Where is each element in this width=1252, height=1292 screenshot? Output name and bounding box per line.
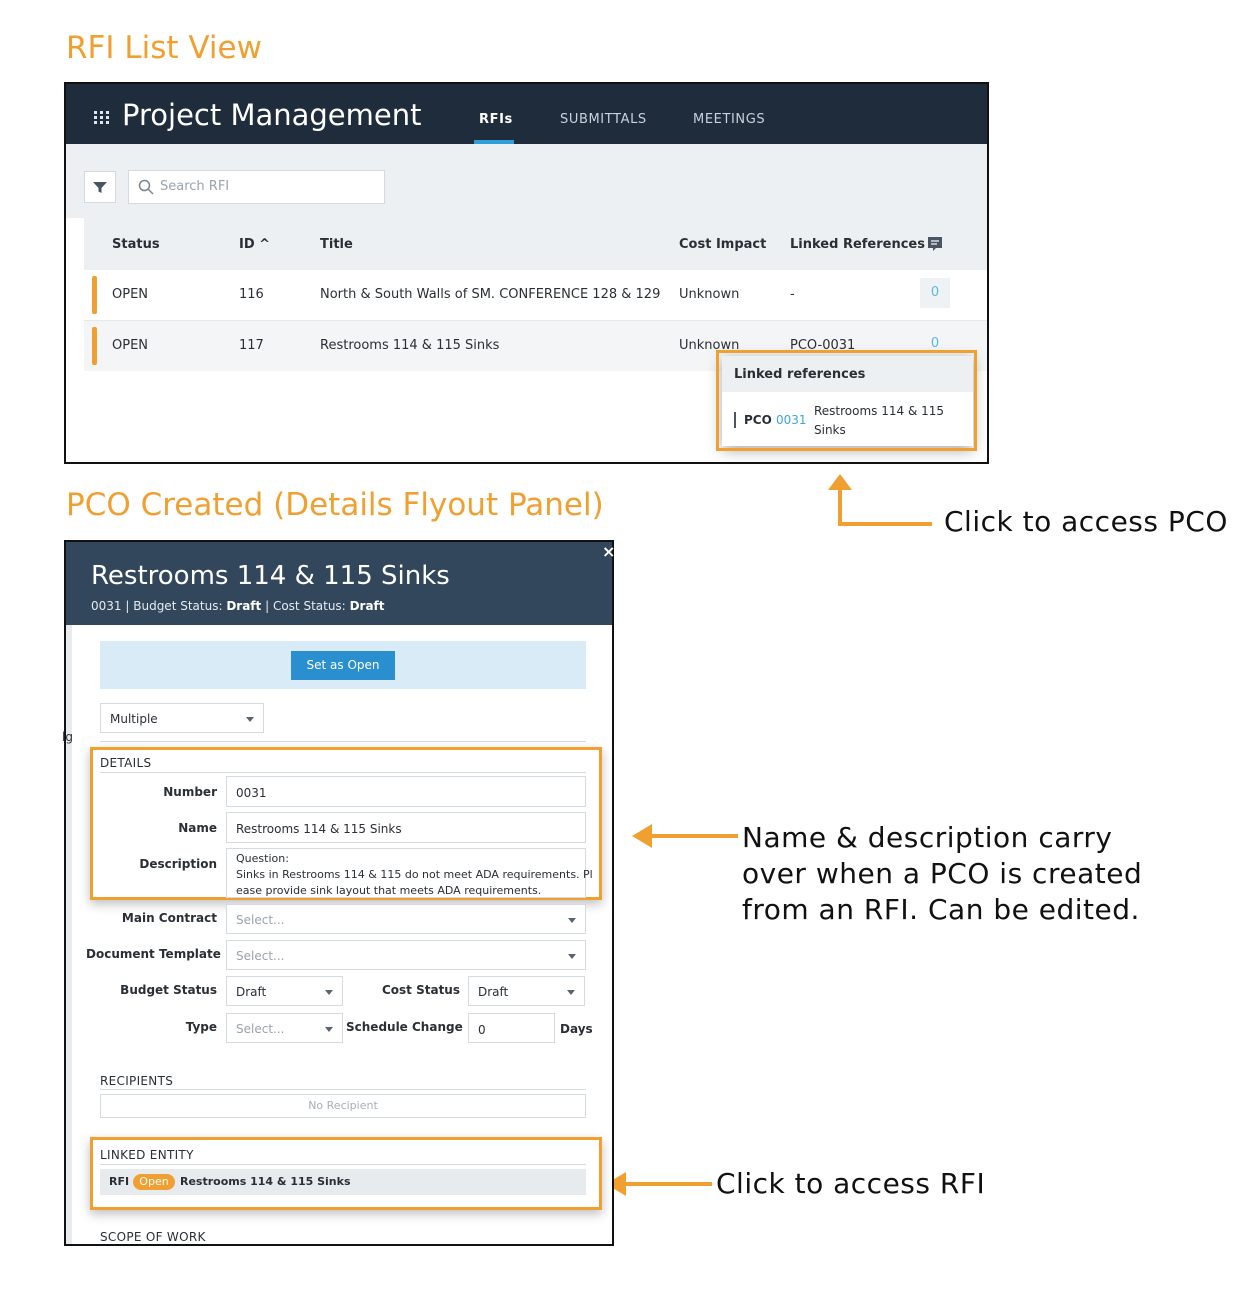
row-linked[interactable]: PCO-0031 bbox=[790, 338, 856, 353]
row-id: 116 bbox=[239, 287, 264, 302]
document-template-value: Select... bbox=[236, 949, 285, 963]
row-linked: - bbox=[790, 287, 795, 302]
scope-of-work-section-title: SCOPE OF WORK bbox=[100, 1230, 206, 1244]
carry-over-line: from an RFI. Can be edited. bbox=[742, 893, 1140, 926]
multiple-select-value: Multiple bbox=[110, 712, 158, 726]
name-field[interactable] bbox=[226, 812, 586, 843]
popup-reference-title[interactable]: Restrooms 114 & 115 Sinks bbox=[814, 404, 945, 437]
details-highlight bbox=[90, 747, 602, 900]
filter-button[interactable] bbox=[84, 171, 116, 203]
status-badge: Open bbox=[133, 1174, 175, 1190]
divider bbox=[100, 1164, 586, 1165]
background-strip bbox=[66, 625, 72, 1244]
highlight-box bbox=[716, 350, 977, 451]
pco-number: 0031 bbox=[91, 599, 122, 613]
tab-rfis[interactable]: RFIs bbox=[479, 112, 513, 127]
tab-submittals[interactable]: SUBMITTALS bbox=[560, 112, 647, 127]
pco-link[interactable]: 0031 bbox=[776, 413, 807, 427]
separator: | bbox=[265, 599, 273, 613]
carry-over-line: Name & description carry bbox=[742, 821, 1113, 854]
row-title[interactable]: North & South Walls of SM. CONFERENCE 128 & 129 bbox=[320, 287, 661, 302]
arrow-left-line bbox=[648, 834, 738, 838]
recipients-section-title: RECIPIENTS bbox=[100, 1074, 174, 1088]
app-title: Project Management bbox=[122, 98, 422, 132]
popup-title: Linked references bbox=[734, 367, 866, 382]
carry-over-note bbox=[742, 820, 1142, 928]
chevron-down-icon bbox=[567, 990, 575, 995]
description-line: Question: bbox=[236, 852, 289, 865]
access-rfi-note: Click to access RFI bbox=[716, 1167, 986, 1200]
schedule-change-label: Schedule Change bbox=[346, 1020, 463, 1034]
cropped-text: lg bbox=[62, 730, 73, 744]
document-template-label: Document Template bbox=[86, 947, 221, 961]
schedule-change-input[interactable] bbox=[468, 1013, 555, 1043]
budget-status-label: Budget Status: bbox=[133, 599, 223, 613]
status-banner bbox=[100, 641, 586, 689]
comments-icon bbox=[926, 235, 944, 253]
number-label: Number bbox=[163, 785, 217, 799]
name-value: Restrooms 114 & 115 Sinks bbox=[236, 822, 402, 836]
chevron-down-icon bbox=[246, 717, 254, 722]
number-value: 0031 bbox=[236, 786, 267, 800]
close-icon[interactable]: × bbox=[602, 542, 616, 561]
arrow-up-tail bbox=[838, 522, 932, 526]
chevron-down-icon bbox=[568, 954, 576, 959]
carry-over-line: over when a PCO is created bbox=[742, 857, 1143, 890]
document-template-select[interactable] bbox=[226, 940, 586, 970]
status-bar bbox=[92, 327, 97, 365]
type-value: Select... bbox=[236, 1022, 285, 1036]
row-status: OPEN bbox=[112, 338, 149, 353]
main-contract-select[interactable] bbox=[226, 904, 586, 934]
cost-status-value: Draft bbox=[349, 599, 385, 613]
divider bbox=[100, 772, 586, 773]
arrow-left-line bbox=[622, 1182, 712, 1186]
cost-status-select[interactable] bbox=[468, 976, 585, 1006]
linked-type: RFI bbox=[109, 1175, 130, 1188]
row-status: OPEN bbox=[112, 287, 149, 302]
status-bar bbox=[92, 276, 97, 314]
linked-entity-section-title: LINKED ENTITY bbox=[100, 1148, 194, 1162]
rfi-list-view-heading: RFI List View bbox=[66, 30, 262, 66]
chevron-down-icon bbox=[325, 990, 333, 995]
pco-created-heading: PCO Created (Details Flyout Panel) bbox=[66, 487, 604, 523]
rfi-list-screenshot bbox=[64, 82, 989, 464]
app-grid-icon[interactable] bbox=[94, 111, 110, 125]
panel-header bbox=[66, 542, 616, 625]
description-line: Sinks in Restrooms 114 & 115 do not meet ADA requirements. Pl bbox=[236, 868, 593, 881]
schedule-change-value: 0 bbox=[478, 1023, 486, 1037]
popup-type: PCO bbox=[744, 413, 772, 427]
column-cost-impact[interactable]: Cost Impact bbox=[679, 237, 767, 252]
row-title[interactable]: Restrooms 114 & 115 Sinks bbox=[320, 338, 500, 353]
number-field[interactable] bbox=[226, 776, 586, 807]
details-section-title: DETAILS bbox=[100, 756, 152, 770]
type-select[interactable] bbox=[226, 1013, 343, 1043]
toolbar bbox=[66, 144, 987, 218]
cost-status-label: Cost Status bbox=[381, 983, 460, 997]
chevron-down-icon bbox=[568, 918, 576, 923]
tab-meetings[interactable]: MEETINGS bbox=[693, 112, 766, 127]
cost-status-label: Cost Status: bbox=[272, 599, 346, 613]
main-contract-value: Select... bbox=[236, 913, 285, 927]
panel-subtitle bbox=[91, 599, 385, 613]
description-line: ease provide sink layout that meets ADA requirements. bbox=[236, 884, 542, 897]
row-cost-impact: Unknown bbox=[679, 338, 740, 353]
budget-status-value: Draft bbox=[226, 599, 262, 613]
arrow-up-icon bbox=[828, 474, 852, 490]
divider bbox=[100, 741, 586, 742]
chevron-down-icon bbox=[325, 1027, 333, 1032]
search-input[interactable] bbox=[128, 170, 385, 204]
arrow-up-stem bbox=[838, 486, 842, 526]
column-title[interactable]: Title bbox=[320, 237, 353, 252]
app-header bbox=[66, 84, 987, 144]
name-label: Name bbox=[178, 821, 217, 835]
panel-title: Restrooms 114 & 115 Sinks bbox=[91, 561, 450, 591]
separator: | bbox=[125, 599, 134, 613]
table-header bbox=[84, 218, 987, 270]
description-text bbox=[236, 851, 593, 899]
budget-status-value: Draft bbox=[236, 985, 267, 999]
linked-title[interactable]: Restrooms 114 & 115 Sinks bbox=[180, 1175, 351, 1188]
comment-count[interactable]: 0 bbox=[930, 336, 940, 351]
column-status[interactable]: Status bbox=[112, 237, 160, 252]
main-contract-label: Main Contract bbox=[121, 911, 217, 925]
days-label: Days bbox=[560, 1022, 593, 1036]
budget-status-select[interactable] bbox=[226, 976, 343, 1006]
column-id[interactable]: ID ^ bbox=[239, 237, 271, 252]
table-row[interactable] bbox=[84, 270, 987, 321]
column-linked-references[interactable]: Linked References bbox=[790, 237, 925, 252]
search-icon bbox=[138, 179, 154, 195]
cost-status-value: Draft bbox=[478, 985, 509, 999]
recipient-field[interactable]: No Recipient bbox=[100, 1094, 586, 1118]
type-label: Type bbox=[185, 1020, 217, 1034]
budget-status-label: Budget Status bbox=[120, 983, 217, 997]
row-cost-impact: Unknown bbox=[679, 287, 740, 302]
comment-count[interactable]: 0 bbox=[920, 278, 950, 308]
set-as-open-button[interactable]: Set as Open bbox=[291, 651, 395, 680]
description-field[interactable] bbox=[226, 848, 593, 898]
divider bbox=[100, 1089, 586, 1090]
linked-rfi-row[interactable] bbox=[100, 1169, 586, 1195]
filter-icon bbox=[85, 172, 115, 202]
description-label: Description bbox=[139, 857, 217, 871]
access-pco-note: Click to access PCO bbox=[944, 505, 1228, 538]
row-id: 117 bbox=[239, 338, 264, 353]
search-placeholder: Search RFI bbox=[160, 179, 230, 194]
pco-panel-screenshot bbox=[64, 540, 614, 1246]
multiple-select[interactable] bbox=[100, 703, 264, 733]
